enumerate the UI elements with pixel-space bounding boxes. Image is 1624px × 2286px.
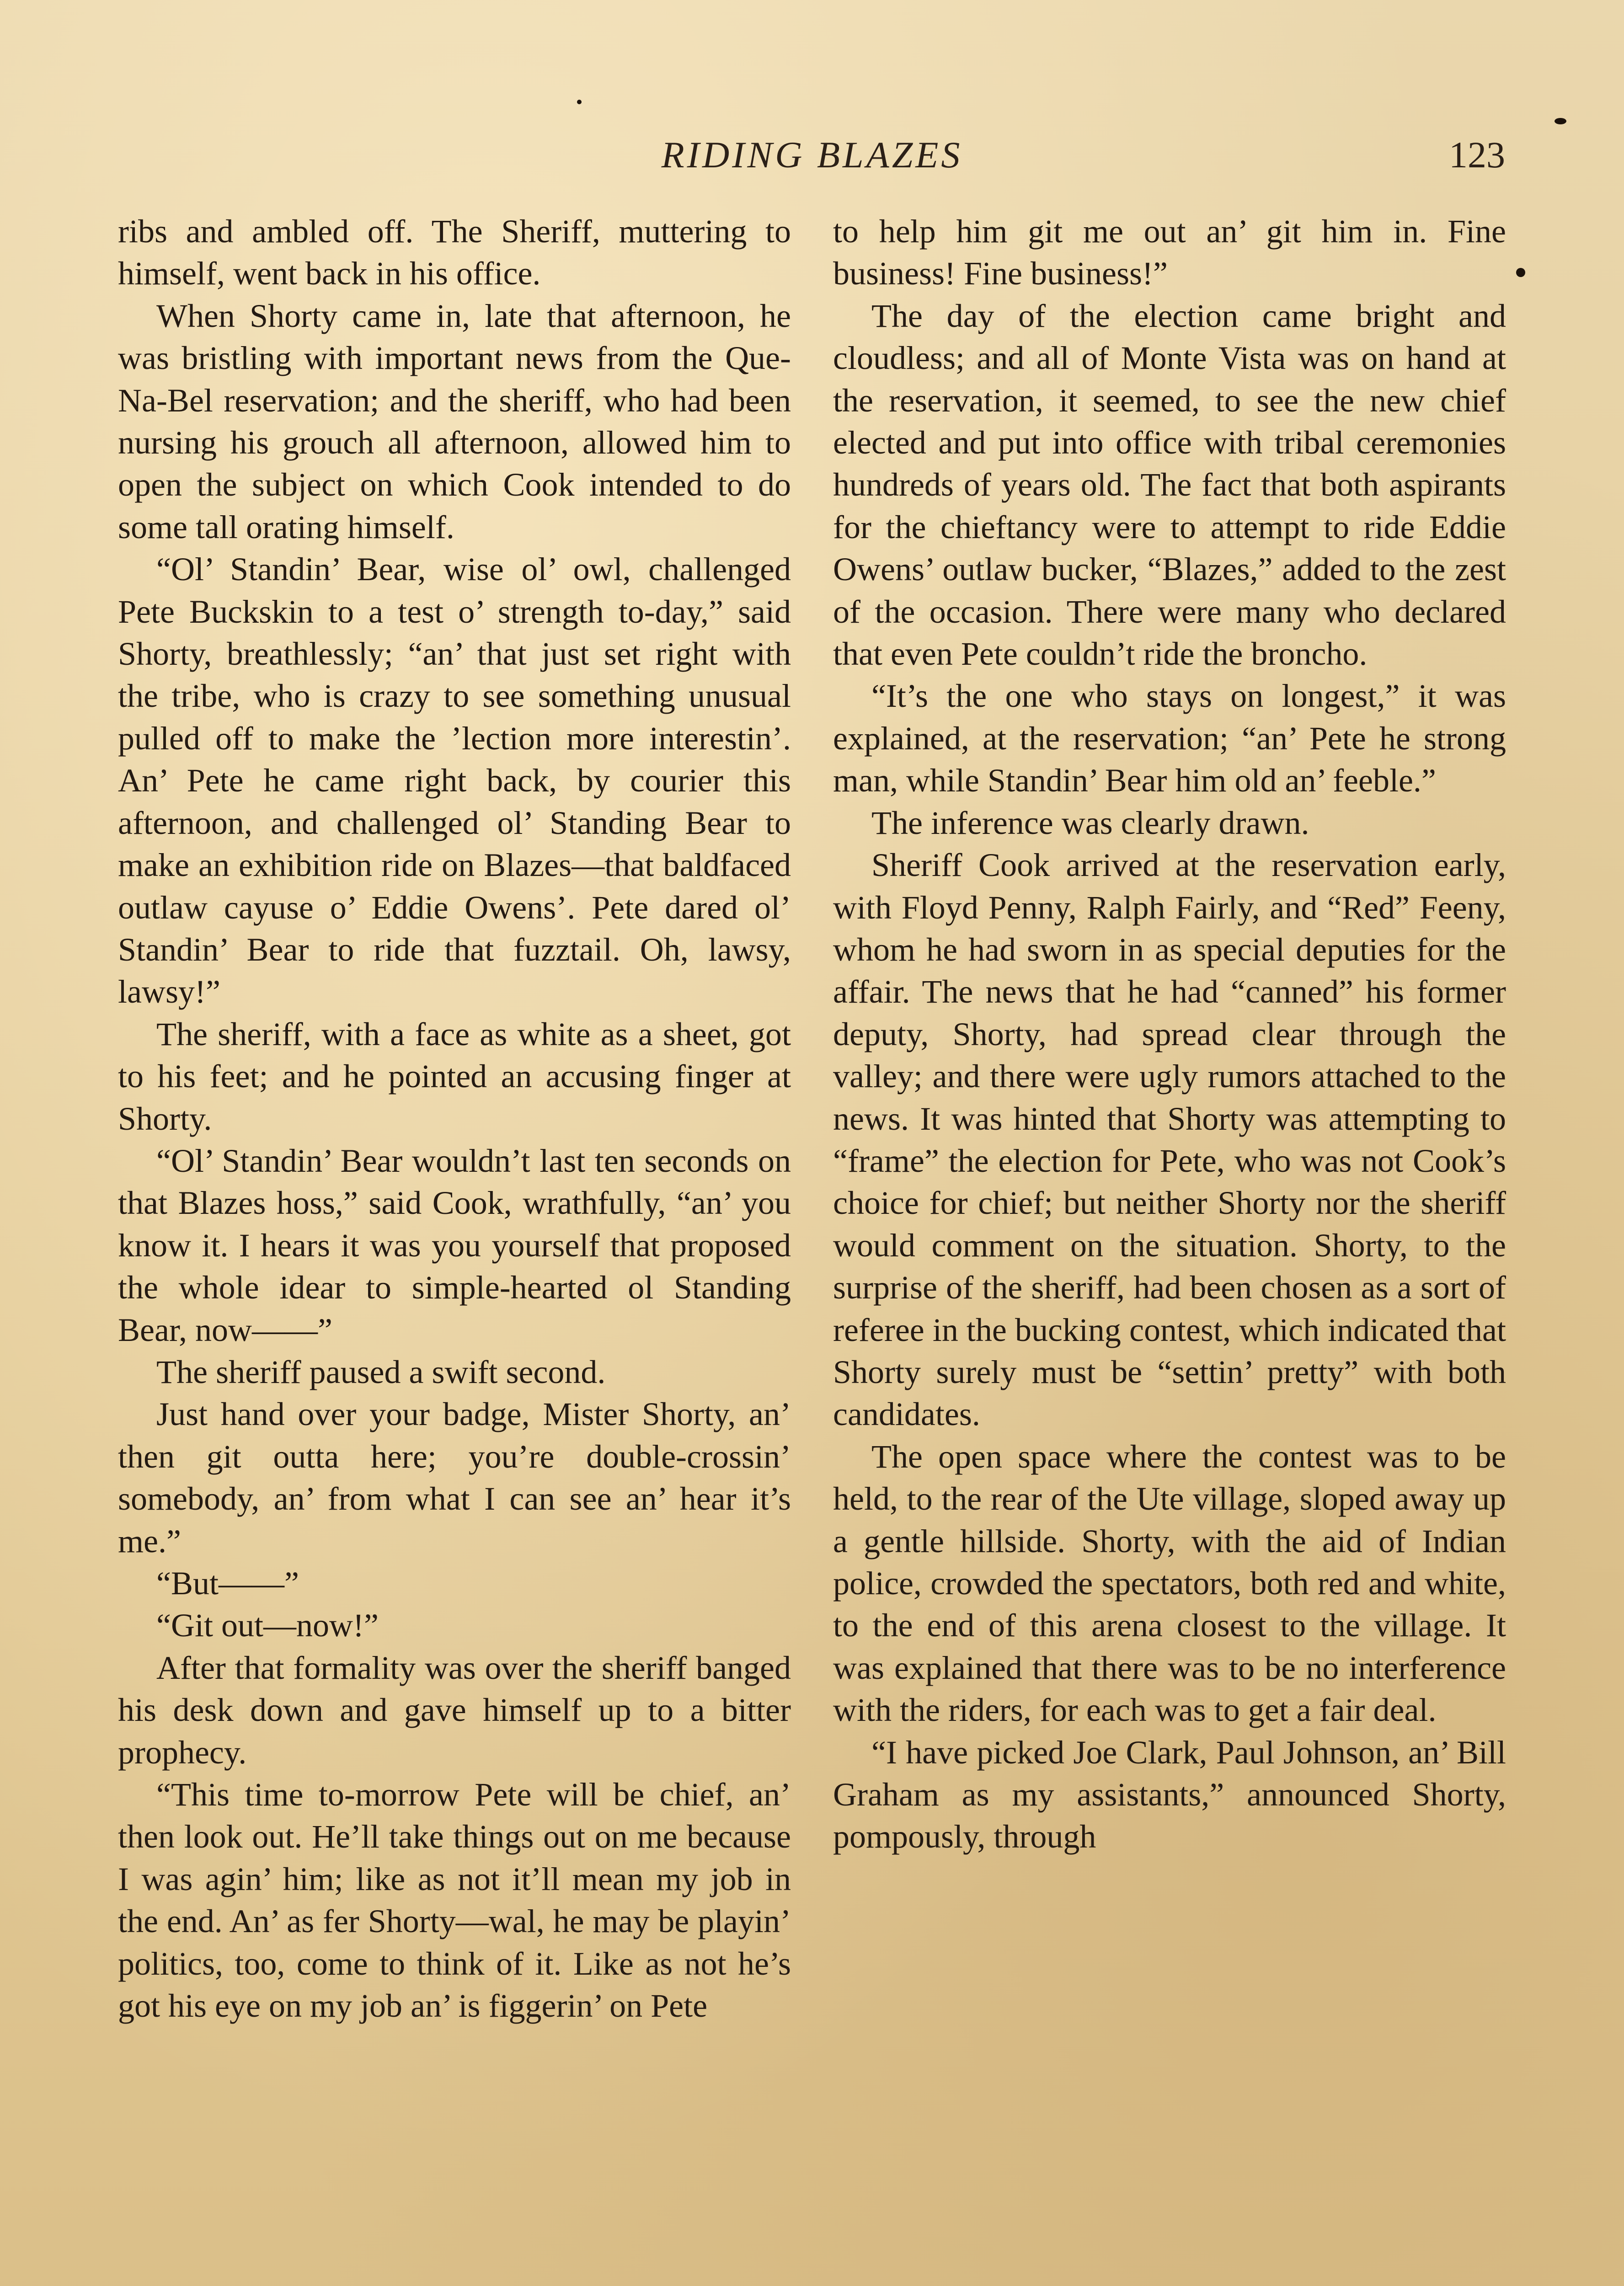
paragraph: The sheriff paused a swift second. [156,1353,606,1390]
left-text-column [118,210,791,2027]
paragraph: The inference was clearly drawn. [871,804,1309,841]
right-text-column [833,210,1506,1858]
paragraph: to help him git me out an’ git him in. Fine business! Fine business!” [833,213,1506,292]
paragraph: “This time to-morrow Pete will be chief, an’ then look out. He’ll take things out on me because I was agin’ him; like as not it’ll mean my job in the end. An’ as fer Shorty—wal, he may be playin’ politics, too, come to think of it. Like as not he’s got his eye on my job an’ is figgerin’ on Pete [118,1776,791,2024]
paragraph: “But——” [156,1565,299,1602]
paragraph: “I have picked Joe Clark, Paul Johnson, an’ Bill Graham as my assistants,” announced Shorty, pompously, through [833,1734,1506,1855]
paragraph: “Git out—now!” [156,1607,379,1644]
page-header [0,134,1624,184]
paragraph: The sheriff, with a face as white as a sheet, got to his feet; and he pointed an accusing finger at Shorty. [118,1015,791,1137]
ink-speck [577,100,582,104]
paragraph: The open space where the contest was to be held, to the rear of the Ute village, sloped away up a gentle hillside. Shorty, with the aid of Indian police, crowded the spectators, both red and white, to the end of this arena closest to the village. It was explained that there was to be no interference with the riders, for each was to get a fair deal. [833,1438,1506,1729]
paragraph: When Shorty came in, late that afternoon, he was bristling with important news from the Que-Na-Bel reservation; and the sheriff, who had been nursing his grouch all afternoon, allowed him to open the subject on which Cook intended to do some tall orating himself. [118,297,791,545]
ink-speck [1516,268,1525,277]
ink-speck [1555,118,1566,124]
paragraph: Sheriff Cook arrived at the reservation early, with Floyd Penny, Ralph Fairly, and “Red” Feeny, whom he had sworn in as special deputies for the affair. The news that he had “canned” his former deputy, Shorty, had spread clear through the valley; and there were ugly rumors attached to the news. It was hinted that Shorty was attempting to “frame” the election for Pete, who was not Cook’s choice for chief; but neither Shorty nor the sheriff would comment on the situation. Shorty, to the surprise of the sheriff, had been chosen as a sort of referee in the bucking contest, which indicated that Shorty surely must be “settin’ pretty” with both candidates. [833,847,1506,1433]
paragraph: ribs and ambled off. The Sheriff, muttering to himself, went back in his office. [118,213,791,292]
paragraph: “Ol’ Standin’ Bear wouldn’t last ten seconds on that Blazes hoss,” said Cook, wrathfully, “an’ you know it. I hears it was you yourself that proposed the whole idear to simple-hearted ol Standing Bear, now——” [118,1142,791,1348]
paragraph: Just hand over your badge, Mister Shorty, an’ then git outta here; you’re double-crossin’ somebody, an’ from what I can see an’ hear it’s me.” [118,1396,791,1560]
page-number: 123 [1449,134,1505,176]
paragraph: After that formality was over the sheriff banged his desk down and gave himself up to a bitter prophecy. [118,1649,791,1771]
paragraph: “It’s the one who stays on longest,” it was explained, at the reservation; “an’ Pete he strong man, while Standin’ Bear him old an’ feeble.” [833,678,1506,799]
paragraph: “Ol’ Standin’ Bear, wise ol’ owl, challenged Pete Buckskin to a test o’ strength to-day,” said Shorty, breathlessly; “an’ that just set right with the tribe, who is crazy to see something unusual pulled off to make the ’lection more interestin’. An’ Pete he came right back, by courier this afternoon, and challenged ol’ Standing Bear to make an exhibition ride on Blazes—that baldfaced outlaw cayuse o’ Eddie Owens’. Pete dared ol’ Standin’ Bear to ride that fuzztail. Oh, lawsy, lawsy!” [118,551,791,1010]
paragraph: The day of the election came bright and cloudless; and all of Monte Vista was on hand at the reservation, it seemed, to see the new chief elected and put into office with tribal ceremonies hundreds of years old. The fact that both aspirants for the chieftancy were to attempt to ride Eddie Owens’ outlaw bucker, “Blazes,” added to the zest of the occasion. There were many who declared that even Pete couldn’t ride the broncho. [833,297,1506,673]
running-title: RIDING BLAZES [661,134,963,176]
